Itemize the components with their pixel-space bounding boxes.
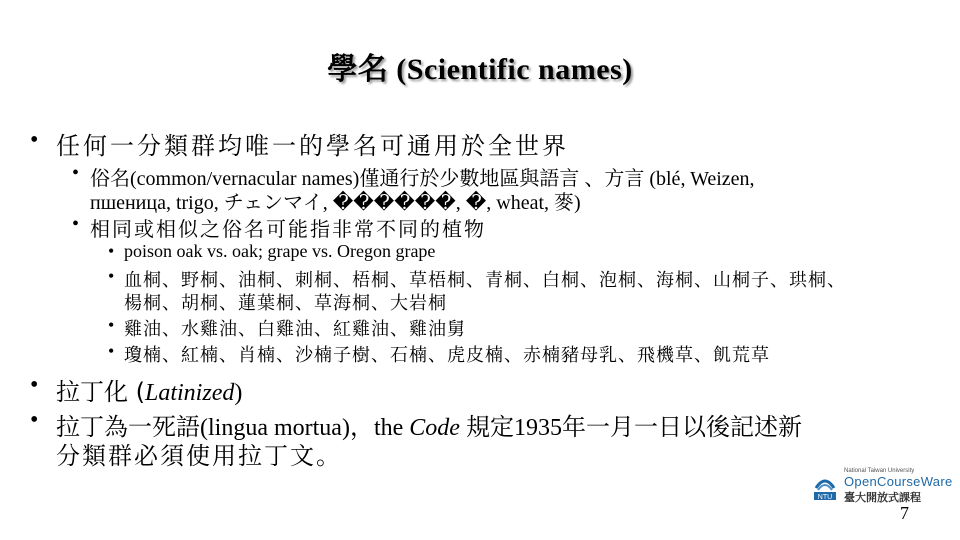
bullet-dot: • [108,241,115,261]
bullet-poison-oak: poison oak vs. oak; grape vs. Oregon grape [124,241,436,261]
bullet-dot: • [108,266,115,286]
bullet-nan: 瓊楠、紅楠、肖楠、沙楠子樹、石楠、虎皮楠、赤楠豬母乳、飛機草、飢荒草 [124,345,770,366]
bullet-dot: • [72,162,80,184]
ntu-logo-icon [812,474,838,502]
bullet-latin-code-line2: 分類群必須使用拉丁文。 [56,442,342,470]
logo-university-name: National Taiwan University [844,468,915,474]
bullet-common-names-line2: пшеница, trigo, チェンマイ, ������, �, wheat, 麥) [90,192,581,214]
latinized-prefix: 拉丁化 ( [56,378,145,406]
latin-code-part-b: 規定1935年一月一日以後記述新 [459,415,802,441]
bullet-common-names-line1: 俗名(common/vernacular names)僅通行於少數地區與語言 、方言 (blé, Weizen, [90,168,755,190]
bullet-tung-line1: 血桐、野桐、油桐、刺桐、梧桐、草梧桐、青桐、白桐、泡桐、海桐、山桐子、珙桐、 [124,270,846,291]
logo-chinese-name: 臺大開放式課程 [844,491,921,504]
bullet-latinized [56,372,242,407]
bullet-dot: • [72,213,80,235]
latinized-italic: Latinized [145,380,235,406]
bullet-dot: • [30,127,39,153]
bullet-dot: • [30,407,39,433]
bullet-tung-line2: 楊桐、胡桐、蓮葉桐、草海桐、大岩桐 [124,293,447,314]
bullet-similar-names: 相同或相似之俗名可能指非常不同的植物 [90,217,486,241]
bullet-dot: • [108,341,115,361]
ntu-logo-text: NTU [817,494,833,501]
latin-code-italic: Code [409,415,460,441]
bullet-dot: • [108,315,115,335]
bullet-dot: • [30,372,39,398]
latinized-suffix: ) [234,380,243,406]
bullet-jiyou: 雞油、水雞油、白雞油、紅雞油、雞油舅 [124,319,466,340]
slide-title: 學名 (Scientific names) [327,53,633,86]
ntu-ocw-logo [812,468,953,504]
bullet-unique-name: 任何一分類群均唯一的學名可通用於全世界 [56,132,569,160]
latin-code-part-a: 拉丁為一死語(lingua mortua)，the [56,415,410,441]
page-number: 7 [900,503,909,523]
logo-ocw-name: OpenCourseWare [844,474,953,489]
